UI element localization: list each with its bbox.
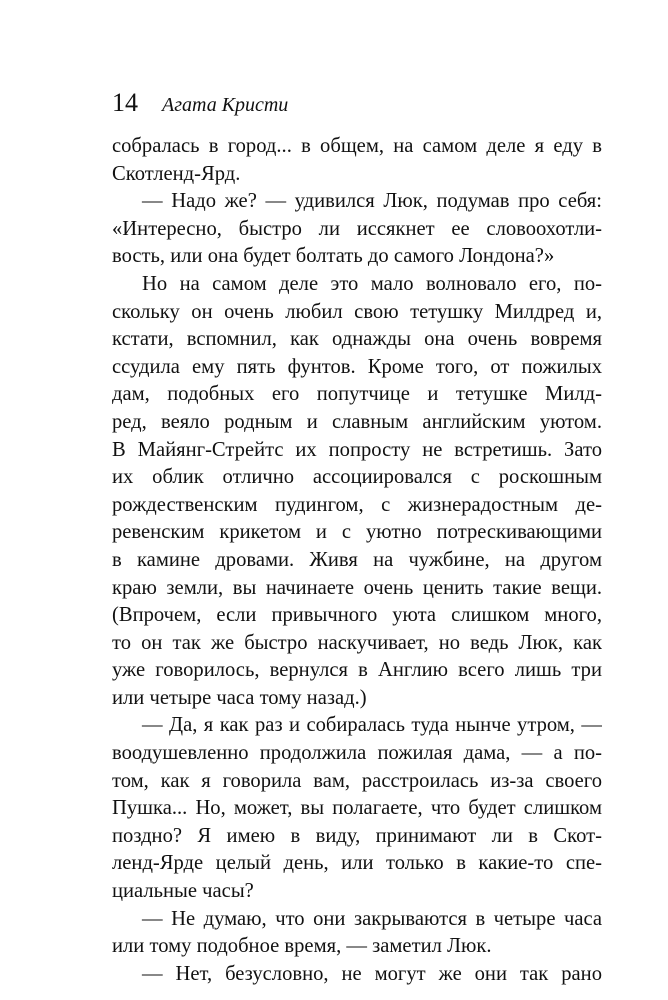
text-line: собралась в город... в общем, на самом деле я еду в xyxy=(112,135,602,157)
text-line: циальные часы? xyxy=(112,880,254,903)
text-line: или четыре часа тому назад.) xyxy=(112,686,367,709)
text-line: или тому подобное время, — заметил Люк. xyxy=(112,935,492,958)
text-line: вость, или она будет болтать до самого Лондона?» xyxy=(112,245,555,268)
text-line: краю земли, вы начинаете очень ценить такие вещи. xyxy=(112,576,602,599)
text-line: том, как я говорила вам, расстроилась из-за своего xyxy=(112,769,602,792)
text-line: Но на самом деле это мало волновало его, по- xyxy=(142,272,602,295)
text-line: Пушка... Но, может, вы полагаете, что будет слишком xyxy=(112,797,602,820)
text-line: в камине дровами. Живя на чужбине, на другом xyxy=(112,548,602,571)
text-line: — Да, я как раз и собиралась туда нынче утром, — xyxy=(142,714,602,737)
text-line: уже говорилось, вернулся в Англию всего лишь три xyxy=(112,659,602,682)
text-line: скольку он очень любил свою тетушку Милдред и, xyxy=(112,300,602,323)
body-text xyxy=(112,133,602,988)
page-number: 14 xyxy=(112,88,138,117)
running-title: Агата Кристи xyxy=(162,94,289,116)
page-header xyxy=(112,86,288,120)
text-line: ред, веяло родным и славным английским уютом. xyxy=(112,410,602,433)
text-line: ленд-Ярде целый день, или только в какие-то спе- xyxy=(112,852,602,875)
text-line: (Впрочем, если привычного уюта слишком много, xyxy=(112,604,602,627)
text-line: кстати, вспомнил, как однажды она очень вовремя xyxy=(112,328,602,351)
text-line: — Надо же? — удивился Люк, подумав про себя: xyxy=(142,190,602,213)
text-line: то он так же быстро наскучивает, но ведь Люк, как xyxy=(112,631,602,654)
text-line: Скотленд-Ярд. xyxy=(112,162,241,185)
text-line: ссудила ему пять фунтов. Кроме того, от пожилых xyxy=(112,355,602,378)
text-line: поздно? Я имею в виду, принимают ли в Скот- xyxy=(112,824,602,847)
text-line: дам, подобных его попутчице и тетушке Милд- xyxy=(112,383,602,406)
text-line: ревенским крикетом и с уютно потрескивающими xyxy=(112,521,602,544)
text-line: «Интересно, быстро ли иссякнет ее словоохотли- xyxy=(112,217,602,240)
text-line: — Не думаю, что они закрываются в четыре часа xyxy=(142,907,602,930)
text-line: их облик отлично ассоциировался с роскошным xyxy=(112,466,602,489)
text-line: — Нет, безусловно, не могут же они так рано xyxy=(142,962,602,985)
text-line: воодушевленно продолжила пожилая дама, — а по- xyxy=(112,742,602,765)
text-line: рождественским пудингом, с жизнерадостным де- xyxy=(112,493,602,516)
text-line: В Майянг-Стрейтс их попросту не встретишь. Зато xyxy=(112,438,602,461)
